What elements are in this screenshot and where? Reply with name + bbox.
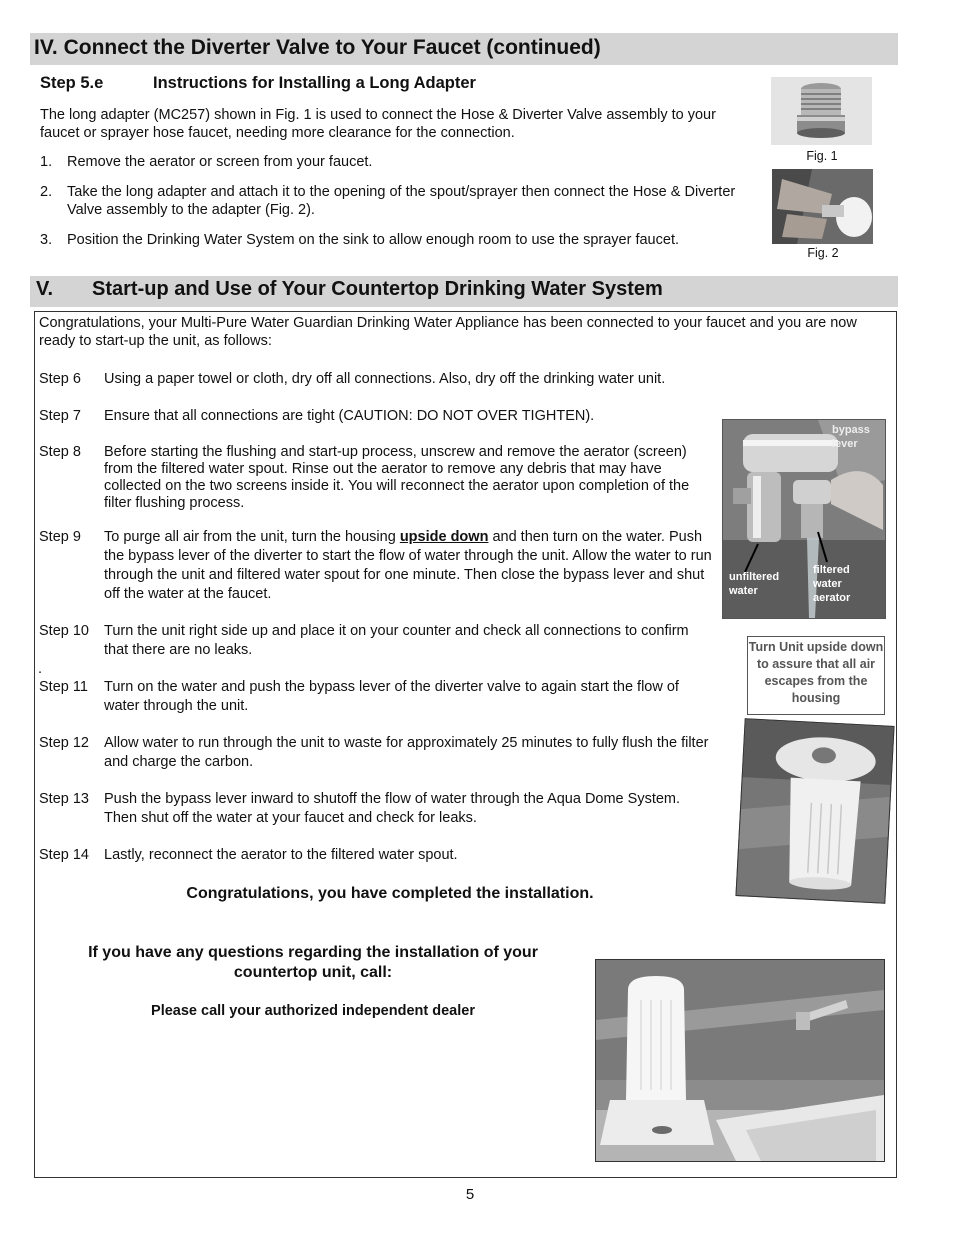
step-text: [104, 528, 716, 604]
step-label: Step 13: [39, 791, 89, 807]
fig-2-adapter-attach-photo: [772, 169, 873, 244]
list-item-text: Remove the aerator or screen from your faucet.: [67, 154, 373, 170]
step-label: Step 7: [39, 408, 81, 424]
step-label: Step 10: [39, 623, 89, 639]
step-label: Step 14: [39, 847, 89, 863]
step-row: [0, 370, 720, 388]
step-text-part: To purge all air from the unit, turn the housing: [104, 529, 400, 545]
section-5-heading: [30, 276, 898, 307]
step-row: [0, 444, 715, 516]
step-text: Push the bypass lever inward to shutoff the flow of water through the Aqua Dome System. Then shut off the water at your faucet and check for leaks.: [104, 791, 681, 826]
bypass-lever-label: bypass lever: [832, 424, 870, 450]
upside-down-note: Turn Unit upside down to assure that all air escapes from the housing: [747, 636, 885, 715]
list-item-text: Take the long adapter and attach it to the opening of the spout/sprayer then connect the Hose & Diverter Valve assembly to the adapter (Fig. 2).: [67, 184, 736, 218]
step-row: [0, 622, 720, 660]
step-text: Ensure that all connections are tight (CAUTION: DO NOT OVER TIGHTEN).: [104, 408, 595, 424]
upside-down-emphasis: upside down: [399, 529, 489, 545]
list-item-number: 3.: [40, 232, 53, 248]
step-text: Turn on the water and push the bypass lever of the diverter valve to again start the flow of water through the unit.: [104, 679, 679, 714]
step-row: [0, 407, 720, 425]
step-5e-title: Instructions for Installing a Long Adapter: [153, 74, 476, 92]
startup-intro: Congratulations, your Multi-Pure Water Guardian Drinking Water Appliance has been connected to your faucet and you are now ready to start-up the unit, as follows:: [39, 315, 857, 349]
step-text: Lastly, reconnect the aerator to the filtered water spout.: [104, 847, 458, 863]
list-item-number: 1.: [40, 154, 53, 170]
step-row: [0, 734, 720, 772]
fig-2-caption: Fig. 2: [807, 246, 839, 260]
questions-message: If you have any questions regarding the installation of your countertop unit, call:: [88, 944, 538, 981]
list-item-text: Position the Drinking Water System on the sink to allow enough room to use the sprayer faucet.: [67, 232, 679, 248]
step-label: Step 12: [39, 735, 89, 751]
long-adapter-intro: The long adapter (MC257) shown in Fig. 1 is used to connect the Hose & Diverter Valve assembly to your faucet or sprayer hose faucet, needing more clearance for the connection.: [40, 107, 716, 141]
completion-message: Congratulations, you have completed the installation.: [186, 885, 594, 902]
fig-1-caption: Fig. 1: [806, 149, 838, 163]
list-item: [0, 153, 760, 171]
upside-down-housing-photo: [735, 718, 894, 904]
step-text: Before starting the flushing and start-up process, unscrew and remove the aerator (screen) from the filtered water spout. Rinse out the aerator to remove any debris that may have collected on the two screens inside it. You will reconnect the aerator upon completion of the filter flushing process.: [104, 444, 690, 511]
filtered-water-aerator-label: filtered water aerator: [813, 564, 851, 604]
dealer-message: Please call your authorized independent dealer: [151, 1003, 475, 1019]
section-5-title: Start-up and Use of Your Countertop Drinking Water System: [92, 278, 663, 300]
step-text-part: and then turn on the water. Push the bypass lever of the diverter to start the flow of water through the unit. Allow the water to run through the unit and filtered water spout for one minute. Then close the bypass lever and shut off the water at the faucet.: [104, 529, 712, 602]
step-label: Step 9: [39, 529, 81, 545]
section-5-number: V.: [36, 278, 54, 300]
step-row: [0, 678, 720, 716]
unfiltered-water-label: unfiltered water: [729, 571, 780, 597]
list-item: [0, 231, 760, 249]
section-4-heading: IV. Connect the Diverter Valve to Your Faucet (continued): [30, 33, 898, 65]
step-label: Step 8: [39, 444, 81, 460]
step-label: Step 11: [39, 679, 88, 695]
step-label: Step 6: [39, 371, 81, 387]
page-number: 5: [465, 1186, 475, 1203]
countertop-unit-photo: [595, 959, 885, 1162]
step-text: Using a paper towel or cloth, dry off all connections. Also, dry off the drinking water unit.: [104, 371, 666, 387]
list-item-number: 2.: [40, 184, 53, 200]
stray-dot: .: [38, 661, 43, 677]
list-item: [0, 183, 760, 219]
fig-1-long-adapter-photo: [771, 77, 872, 145]
step-5e-label: Step 5.e: [40, 74, 104, 92]
step-row: [0, 528, 720, 604]
step-row: [0, 790, 720, 828]
step-row: [0, 846, 720, 864]
step-text: Turn the unit right side up and place it on your counter and check all connections to confirm that there are no leaks.: [104, 623, 689, 658]
step-text: Allow water to run through the unit to waste for approximately 25 minutes to fully flush the filter and charge the carbon.: [104, 735, 709, 770]
